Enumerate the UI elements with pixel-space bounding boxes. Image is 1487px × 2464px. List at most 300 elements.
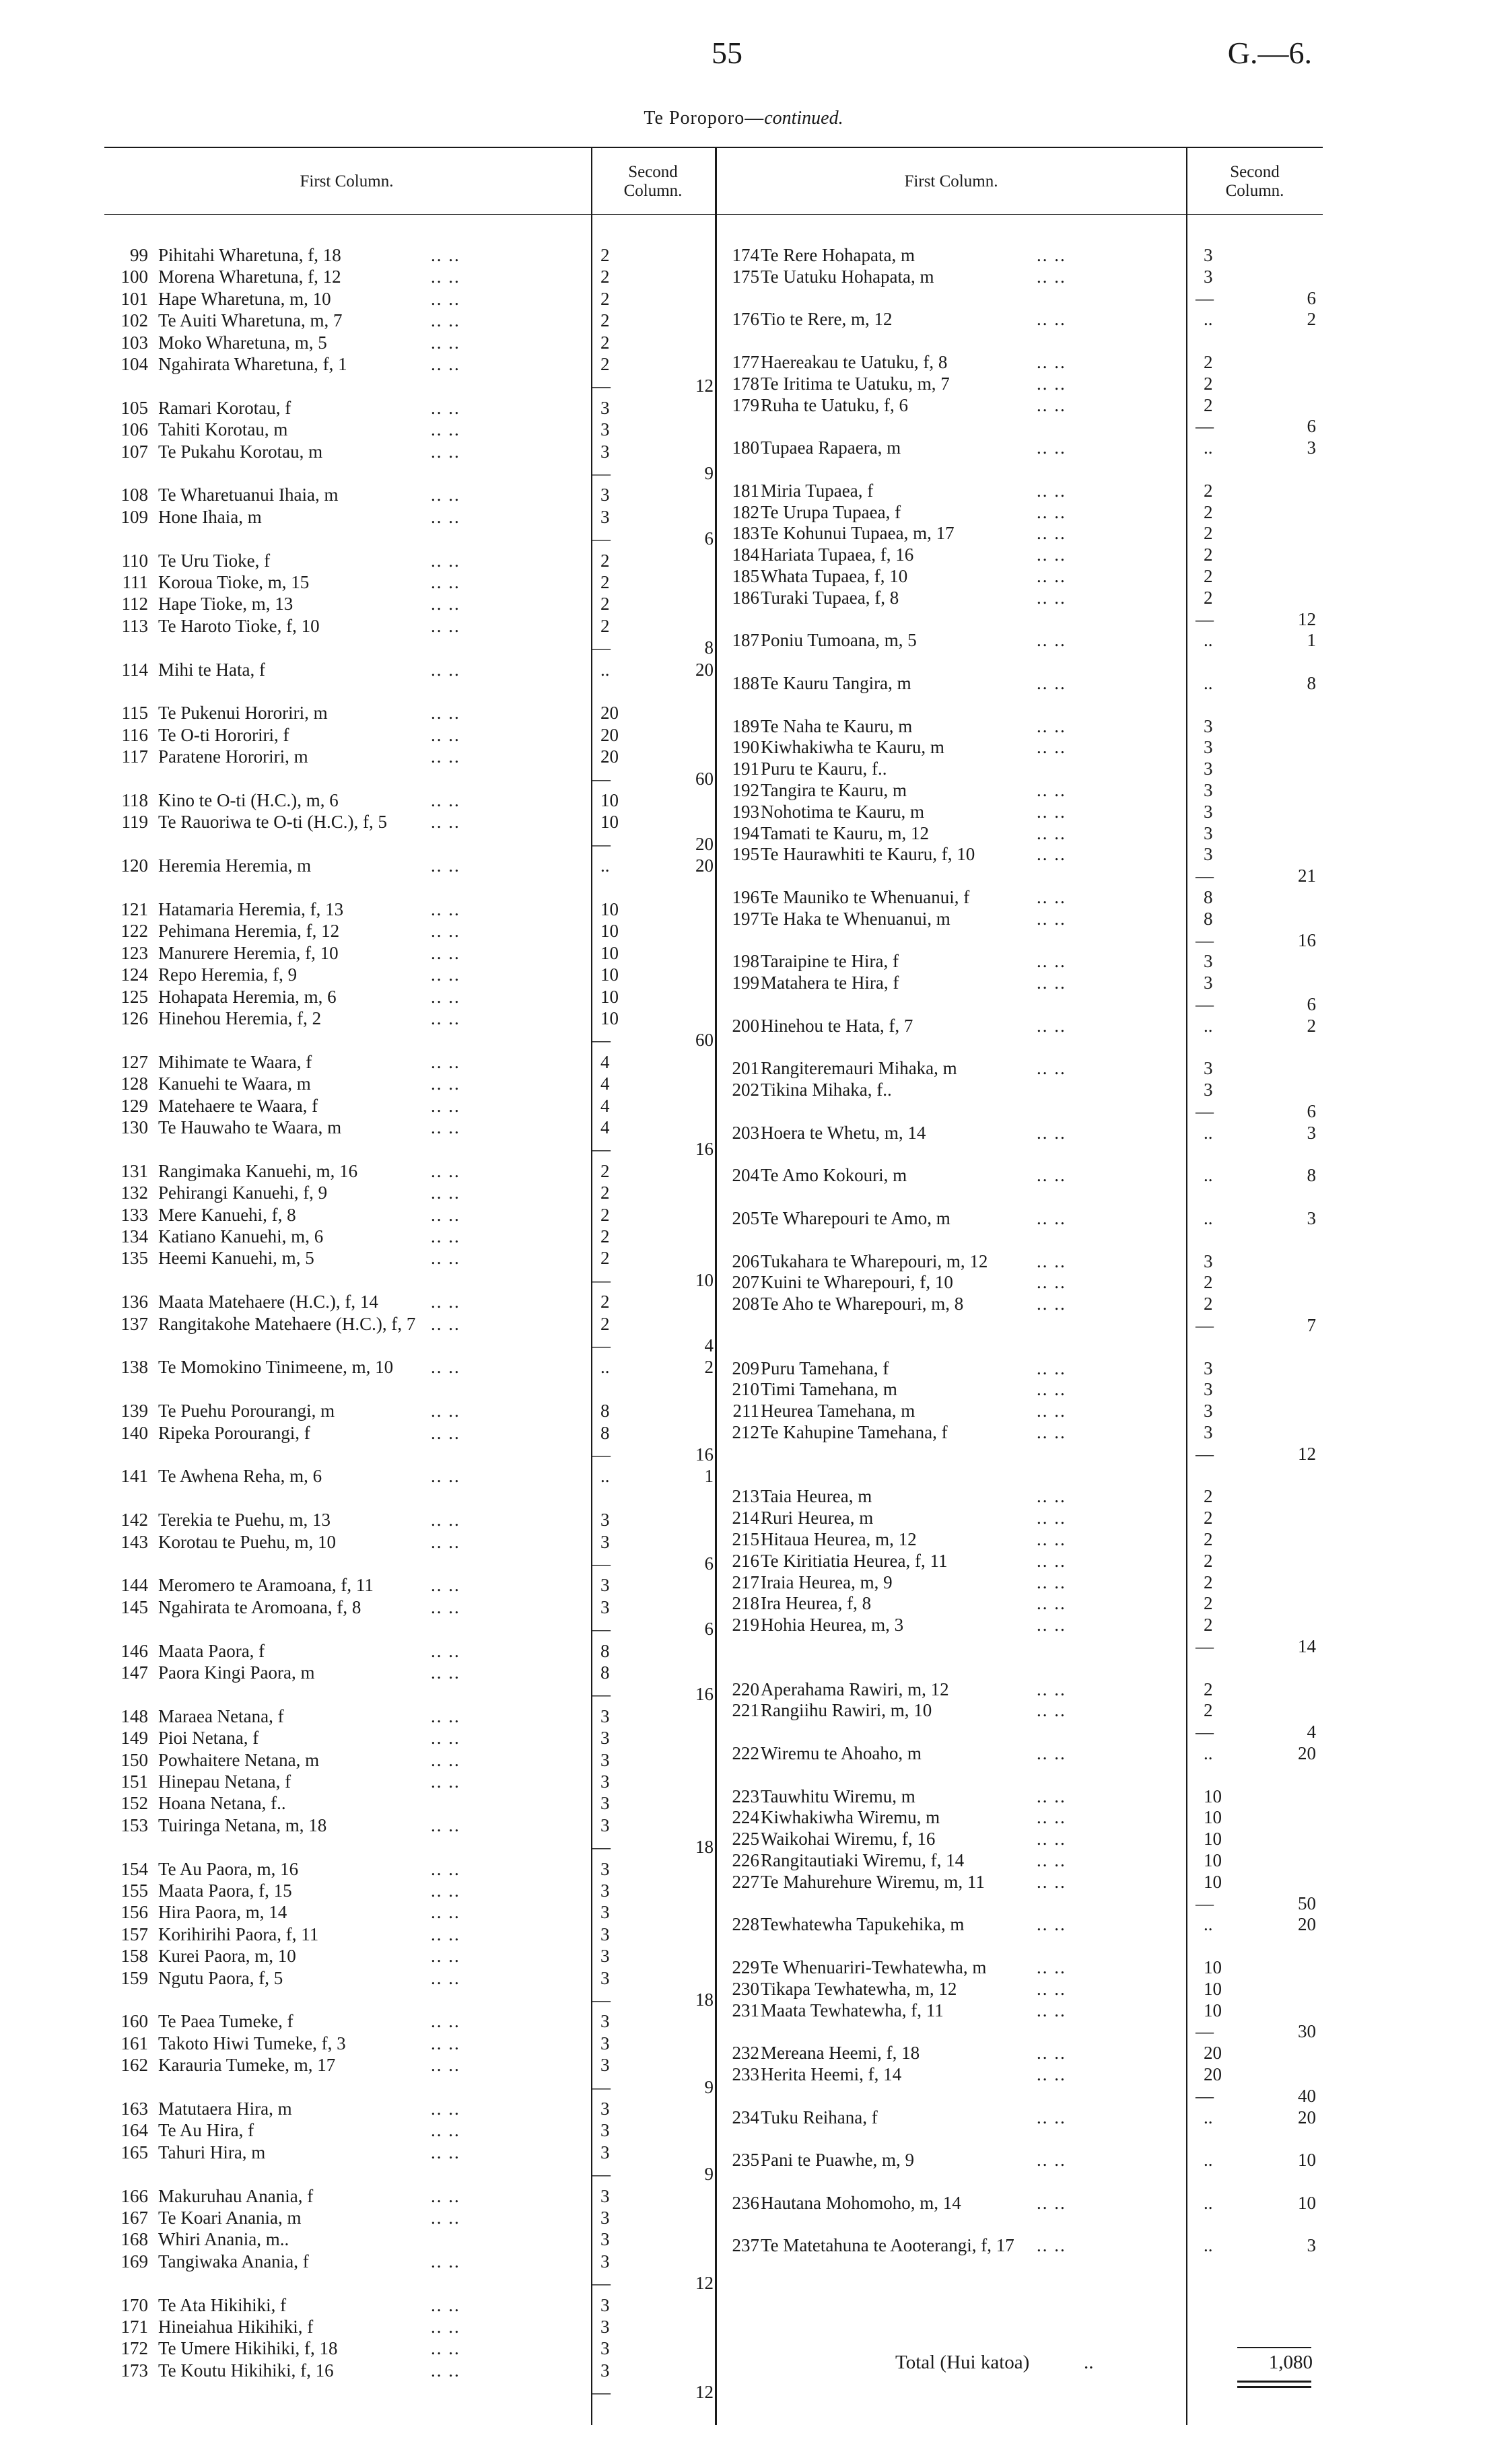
group-subtotal: 10: [1298, 2150, 1316, 2171]
second-column-share: 3: [600, 2229, 610, 2250]
entry-name: Te Haka te Whenuanui, m: [761, 908, 950, 929]
entry-name: Terekia te Puehu, m, 13: [158, 1510, 331, 1530]
entry-number: 120: [120, 855, 148, 876]
entry-name: Hohapata Heremia, m, 6: [158, 986, 337, 1007]
second-column-share: 2: [600, 354, 610, 374]
entry-name: Te Pukenui Hororiri, m: [158, 703, 328, 724]
entry-number: 114: [121, 659, 148, 680]
entry-number: 181: [732, 480, 759, 501]
subtotal-dash: —: [592, 1444, 611, 1465]
dot-leader: .. ..: [431, 921, 460, 942]
dot-leader: .. ..: [1037, 1251, 1066, 1271]
dot-leader: .. ..: [1037, 523, 1066, 544]
entry-number: 233: [732, 2064, 759, 2084]
dot-leader: .. ..: [1037, 1508, 1066, 1528]
second-column-share: 8: [1204, 887, 1213, 907]
dot-leader: .. ..: [431, 1183, 460, 1203]
group-subtotal: 21: [1298, 866, 1316, 886]
dot-leader: .. ..: [431, 1401, 460, 1421]
entry-name: Matutaera Hira, m: [158, 2099, 292, 2119]
entry-number: 211: [732, 1401, 759, 1421]
entry-number: 193: [732, 801, 759, 822]
dot-leader: .. ..: [431, 2360, 460, 2381]
subtotal-dash: —: [592, 463, 611, 483]
second-column-share: 3: [1204, 245, 1213, 265]
dot-leader: .. ..: [431, 267, 460, 287]
second-column-share: 4: [600, 1117, 610, 1137]
entry-name: Katiano Kanuehi, m, 6: [158, 1226, 324, 1246]
divider-right-second: [1186, 147, 1187, 2425]
dot-leader: .. ..: [431, 332, 460, 353]
entry-name: Te Ata Hikihiki, f: [158, 2294, 287, 2315]
second-column-share: ..: [1204, 1743, 1213, 1763]
second-column-share: 3: [1204, 1379, 1213, 1400]
second-column-share: 10: [1204, 1871, 1222, 1892]
entry-number: 143: [120, 1531, 148, 1552]
second-column-share: 10: [600, 921, 619, 942]
second-column-share: 10: [1204, 1786, 1222, 1806]
dot-leader: .. ..: [1037, 844, 1066, 865]
dot-leader: .. ..: [1037, 887, 1066, 907]
entry-number: 229: [732, 1957, 759, 1977]
document-code: G.—6.: [1227, 36, 1312, 70]
col-header-second-left: Second Column.: [623, 163, 683, 200]
second-column-share: 20: [1204, 2043, 1222, 2064]
second-column-share: 20: [600, 703, 619, 724]
entry-name: Maata Paora, f, 15: [158, 1880, 292, 1901]
second-column-share: 3: [1204, 780, 1213, 800]
second-column-share: 2: [1204, 352, 1213, 372]
dot-leader: .. ..: [431, 1924, 460, 1944]
entry-number: 169: [120, 2251, 148, 2272]
second-column-share: ..: [600, 1466, 610, 1487]
entry-name: Tewhatewha Tapukehika, m: [761, 1914, 965, 1935]
subtotal-dash: —: [592, 1030, 611, 1051]
second-column-share: 2: [1204, 544, 1213, 565]
entry-name: Mihi te Hata, f: [158, 659, 265, 680]
dot-leader: .. ..: [1037, 780, 1066, 800]
entry-name: Timi Tamehana, m: [761, 1379, 897, 1400]
entry-number: 100: [120, 267, 148, 287]
dot-leader: .. ..: [431, 1640, 460, 1661]
entry-number: 149: [120, 1728, 148, 1749]
entry-name: Hoera te Whetu, m, 14: [761, 1122, 926, 1143]
entry-name: Turaki Tupaea, f, 8: [761, 587, 899, 608]
subtotal-dash: —: [1196, 287, 1214, 308]
dot-leader: .. ..: [1037, 566, 1066, 586]
dot-leader: .. ..: [431, 1575, 460, 1596]
dot-leader: .. ..: [431, 1313, 460, 1334]
entry-number: 185: [732, 566, 759, 586]
group-subtotal: 6: [1307, 287, 1316, 308]
entry-name: Tahiti Korotau, m: [158, 419, 288, 440]
dot-leader: .. ..: [431, 2251, 460, 2272]
entry-name: Wiremu te Ahoaho, m: [761, 1743, 922, 1763]
second-column-share: 3: [600, 1793, 610, 1814]
second-column-share: 2: [1204, 1572, 1213, 1592]
dot-leader: .. ..: [431, 1705, 460, 1726]
second-column-share: 3: [600, 2251, 610, 2272]
entry-name: Ngahirata te Aromoana, f, 8: [158, 1596, 361, 1617]
subtotal-dash: —: [592, 1553, 611, 1574]
second-column-share: 3: [600, 1967, 610, 1988]
second-column-share: 10: [600, 1008, 619, 1028]
entry-number: 210: [732, 1379, 759, 1400]
entry-name: Te Kohunui Tupaea, m, 17: [761, 523, 955, 544]
dot-leader: .. ..: [431, 790, 460, 810]
second-column-share: ..: [1204, 1015, 1213, 1036]
dot-leader: .. ..: [431, 419, 460, 440]
dot-leader: .. ..: [431, 724, 460, 745]
dot-leader: .. ..: [431, 1204, 460, 1225]
dot-leader: .. ..: [1037, 822, 1066, 843]
entry-name: Te Haroto Tioke, f, 10: [158, 615, 320, 636]
entry-name: Meromero te Aramoana, f, 11: [158, 1575, 374, 1596]
group-subtotal: 3: [1307, 1208, 1316, 1228]
dot-leader: .. ..: [431, 245, 460, 265]
entry-name: Heurea Tamehana, m: [761, 1401, 915, 1421]
second-column-share: ..: [1204, 673, 1213, 693]
entry-number: 134: [120, 1226, 148, 1246]
entry-number: 105: [120, 397, 148, 418]
entry-number: 130: [120, 1117, 148, 1137]
entry-number: 204: [732, 1165, 759, 1186]
entry-number: 235: [732, 2150, 759, 2171]
dot-leader: .. ..: [1037, 1957, 1066, 1977]
entry-name: Puru te Kauru, f..: [761, 759, 887, 779]
entry-name: Korihirihi Paora, f, 11: [158, 1924, 319, 1944]
second-column-share: 2: [600, 572, 610, 592]
entry-number: 164: [120, 2120, 148, 2141]
second-column-share: 3: [600, 1728, 610, 1749]
second-column-share: 10: [1204, 1978, 1222, 1999]
dot-leader: .. ..: [1037, 1850, 1066, 1870]
entry-number: 117: [121, 746, 148, 767]
dot-leader: .. ..: [1037, 373, 1066, 394]
second-column-share: 3: [1204, 1251, 1213, 1271]
entry-name: Te Aho te Wharepouri, m, 8: [761, 1294, 964, 1314]
group-subtotal: 1: [1307, 630, 1316, 651]
entry-name: Mere Kanuehi, f, 8: [158, 1204, 296, 1225]
entry-name: Maata Matehaere (H.C.), f, 14: [158, 1292, 378, 1312]
subtotal-dash: —: [1196, 1315, 1214, 1335]
dot-leader: .. ..: [431, 1422, 460, 1443]
second-column-share: 2: [1204, 1294, 1213, 1314]
second-column-share: 2: [1204, 480, 1213, 501]
second-column-share: 10: [1204, 2000, 1222, 2020]
group-subtotal: 4: [704, 1335, 714, 1356]
entry-name: Te Umere Hikihiki, f, 18: [158, 2338, 338, 2359]
entry-number: 215: [732, 1529, 759, 1549]
group-subtotal: 9: [704, 463, 714, 483]
entry-number: 101: [120, 288, 148, 309]
entry-number: 165: [120, 2142, 148, 2162]
group-subtotal: 6: [704, 1553, 714, 1574]
entry-number: 236: [732, 2192, 759, 2213]
entry-number: 142: [120, 1510, 148, 1530]
second-column-share: 3: [1204, 844, 1213, 865]
second-column-share: 2: [600, 1226, 610, 1246]
entry-number: 135: [120, 1248, 148, 1269]
dot-leader: .. ..: [431, 1749, 460, 1770]
entry-number: 127: [120, 1051, 148, 1072]
group-subtotal: 60: [695, 1030, 714, 1051]
entry-name: Nohotima te Kauru, m: [761, 801, 924, 822]
entry-name: Rangimaka Kanuehi, m, 16: [158, 1160, 358, 1181]
dot-leader: .. ..: [431, 594, 460, 614]
dot-leader: .. ..: [1037, 352, 1066, 372]
second-column-share: 3: [600, 2142, 610, 2162]
entry-number: 110: [121, 550, 148, 571]
entry-number: 195: [732, 844, 759, 865]
entry-name: Te Wharepouri te Amo, m: [761, 1208, 950, 1228]
entry-name: Te Mahurehure Wiremu, m, 11: [761, 1871, 985, 1892]
entry-name: Tuiringa Netana, m, 18: [158, 1815, 327, 1835]
entry-name: Te Pukahu Korotau, m: [158, 441, 323, 462]
dot-leader: .. ..: [1037, 801, 1066, 822]
dot-leader: .. ..: [431, 1248, 460, 1269]
entry-number: 116: [121, 724, 148, 745]
subtotal-dash: —: [1196, 1443, 1214, 1464]
entry-name: Korotau te Puehu, m, 10: [158, 1531, 336, 1552]
entry-name: Whiri Anania, m..: [158, 2229, 289, 2250]
entry-name: Hautana Mohomoho, m, 14: [761, 2192, 961, 2213]
entry-number: 163: [120, 2099, 148, 2119]
entry-name: Maraea Netana, f: [158, 1705, 284, 1726]
second-column-share: 3: [1204, 801, 1213, 822]
dot-leader: .. ..: [431, 812, 460, 833]
entry-number: 190: [732, 737, 759, 758]
entry-number: 129: [120, 1095, 148, 1116]
second-column-share: 2: [1204, 1508, 1213, 1528]
group-subtotal: 9: [704, 2076, 714, 2097]
dot-leader: .. ..: [431, 2142, 460, 2162]
second-column-share: 3: [600, 506, 610, 527]
entry-name: Makuruhau Anania, f: [158, 2185, 314, 2206]
group-subtotal: 3: [1307, 2235, 1316, 2256]
entry-name: Hone Ihaia, m: [158, 506, 262, 527]
entry-number: 132: [120, 1183, 148, 1203]
dot-leader: .. ..: [431, 1051, 460, 1072]
entry-number: 157: [120, 1924, 148, 1944]
group-subtotal: 18: [695, 1990, 714, 2010]
group-subtotal: 2: [1307, 1015, 1316, 1036]
second-column-share: 8: [600, 1662, 610, 1683]
entry-name: Te Mauniko te Whenuanui, f: [761, 887, 970, 907]
entry-name: Morena Wharetuna, f, 12: [158, 267, 341, 287]
entry-number: 205: [732, 1208, 759, 1228]
entry-name: Te Kauru Tangira, m: [761, 673, 911, 693]
dot-leader: .. ..: [431, 397, 460, 418]
entry-name: Kiwhakiwha te Kauru, m: [761, 737, 944, 758]
dot-leader: .. ..: [1037, 1422, 1066, 1442]
dot-leader: .. ..: [1037, 1807, 1066, 1828]
entry-name: Te O-ti Hororiri, f: [158, 724, 289, 745]
entry-number: 156: [120, 1902, 148, 1923]
second-column-share: ..: [1204, 309, 1213, 330]
entry-name: Tikina Mihaka, f..: [761, 1080, 892, 1100]
dot-leader: .. ..: [431, 1073, 460, 1094]
subtotal-dash: —: [1196, 866, 1214, 886]
entry-name: Pehimana Heremia, f, 12: [158, 921, 340, 942]
dot-leader: .. ..: [431, 1008, 460, 1028]
dot-leader: .. ..: [1037, 1358, 1066, 1378]
col-header-first-left: First Column.: [300, 172, 394, 190]
second-column-share: 3: [600, 485, 610, 505]
second-column-share: 2: [1204, 523, 1213, 544]
dot-leader: .. ..: [1037, 2000, 1066, 2020]
dot-leader: .. ..: [1037, 1786, 1066, 1806]
entry-name: Matahera te Hira, f: [761, 973, 899, 993]
entry-name: Ruri Heurea, m: [761, 1508, 874, 1528]
entry-name: Rangitautiaki Wiremu, f, 14: [761, 1850, 965, 1870]
subtotal-dash: —: [1196, 608, 1214, 629]
entry-name: Te Amo Kokouri, m: [761, 1165, 907, 1186]
entry-number: 174: [732, 245, 759, 265]
second-column-share: 2: [600, 1204, 610, 1225]
second-column-share: ..: [1204, 437, 1213, 458]
group-subtotal: 12: [1298, 1443, 1316, 1464]
entry-number: 160: [120, 2011, 148, 2032]
second-column-share: ..: [1204, 1122, 1213, 1143]
dot-leader: .. ..: [431, 1226, 460, 1246]
entry-number: 161: [120, 2033, 148, 2053]
dot-leader: .. ..: [431, 1095, 460, 1116]
entry-number: 176: [732, 309, 759, 330]
dot-leader: .. ..: [1037, 2064, 1066, 2084]
second-column-share: ..: [1204, 630, 1213, 651]
second-column-share: 10: [1204, 1850, 1222, 1870]
dot-leader: .. ..: [1037, 1679, 1066, 1699]
dot-leader: .. ..: [1037, 1978, 1066, 1999]
entry-number: 124: [120, 964, 148, 985]
second-column-share: 2: [600, 267, 610, 287]
entry-number: 177: [732, 352, 759, 372]
entry-number: 151: [120, 1771, 148, 1792]
dot-leader: .. ..: [1037, 480, 1066, 501]
dot-leader: .. ..: [1037, 1700, 1066, 1721]
entry-number: 147: [120, 1662, 148, 1683]
dot-leader: .. ..: [1037, 951, 1066, 972]
entry-name: Mihimate te Waara, f: [158, 1051, 312, 1072]
entry-number: 139: [120, 1401, 148, 1421]
total-leader: ..: [1084, 2352, 1094, 2373]
entry-name: Te Wharetuanui Ihaia, m: [158, 485, 339, 505]
entry-number: 203: [732, 1122, 759, 1143]
entry-number: 197: [732, 908, 759, 929]
subtotal-dash: —: [592, 833, 611, 854]
entry-number: 111: [122, 572, 148, 592]
entry-number: 225: [732, 1829, 759, 1850]
subtotal-dash: —: [592, 1619, 611, 1640]
dot-leader: .. ..: [1037, 1015, 1066, 1036]
subtotal-dash: —: [1196, 1101, 1214, 1121]
second-column-share: 3: [600, 2294, 610, 2315]
entry-number: 213: [732, 1486, 759, 1507]
second-column-share: 2: [1204, 1679, 1213, 1699]
entry-name: Hoana Netana, f..: [158, 1793, 286, 1814]
header-bottom-rule: [104, 214, 1323, 215]
entry-number: 180: [732, 437, 759, 458]
entry-number: 183: [732, 523, 759, 544]
dot-leader: .. ..: [1037, 587, 1066, 608]
entry-number: 107: [120, 441, 148, 462]
entry-number: 196: [732, 887, 759, 907]
dot-leader: .. ..: [431, 572, 460, 592]
entry-name: Heremia Heremia, m: [158, 855, 312, 876]
dot-leader: .. ..: [1037, 437, 1066, 458]
dot-leader: .. ..: [431, 659, 460, 680]
dot-leader: .. ..: [1037, 1529, 1066, 1549]
entry-name: Hitaua Heurea, m, 12: [761, 1529, 917, 1549]
second-column-share: 3: [1204, 266, 1213, 287]
entry-name: Te Koutu Hikihiki, f, 16: [158, 2360, 334, 2381]
second-column-share: 3: [600, 2055, 610, 2076]
group-subtotal: 40: [1298, 2085, 1316, 2106]
second-column-share: 3: [600, 419, 610, 440]
second-column-share: 3: [1204, 822, 1213, 843]
dot-leader: .. ..: [431, 506, 460, 527]
entry-number: 217: [732, 1572, 759, 1592]
second-column-share: 2: [600, 594, 610, 614]
subtotal-dash: —: [1196, 929, 1214, 950]
dot-leader: .. ..: [1037, 1743, 1066, 1763]
entry-number: 162: [120, 2055, 148, 2076]
entry-name: Te Hauwaho te Waara, m: [158, 1117, 342, 1137]
second-column-share: 8: [1204, 908, 1213, 929]
dot-leader: .. ..: [1037, 1550, 1066, 1571]
entry-number: 112: [121, 594, 148, 614]
group-subtotal: 16: [695, 1444, 714, 1465]
entry-name: Te Kiritiatia Heurea, f, 11: [761, 1550, 948, 1571]
second-column-share: 3: [600, 1705, 610, 1726]
entry-name: Poniu Tumoana, m, 5: [761, 630, 917, 651]
entry-name: Taia Heurea, m: [761, 1486, 872, 1507]
dot-leader: .. ..: [1037, 544, 1066, 565]
entry-name: Hape Tioke, m, 13: [158, 594, 293, 614]
entry-name: Hohia Heurea, m, 3: [761, 1615, 904, 1635]
entry-number: 172: [120, 2338, 148, 2359]
second-column-share: 10: [600, 964, 619, 985]
second-column-share: ..: [1204, 1914, 1213, 1935]
entry-name: Te Urupa Tupaea, f: [761, 501, 901, 522]
dot-leader: .. ..: [1037, 1615, 1066, 1635]
group-subtotal: 10: [1298, 2192, 1316, 2213]
entry-number: 108: [120, 485, 148, 505]
entry-name: Paratene Hororiri, m: [158, 746, 308, 767]
entry-name: Tahuri Hira, m: [158, 2142, 266, 2162]
second-column-share: 3: [600, 1880, 610, 1901]
dot-leader: .. ..: [431, 964, 460, 985]
dot-leader: .. ..: [431, 703, 460, 724]
dot-leader: .. ..: [431, 2294, 460, 2315]
dot-leader: .. ..: [431, 899, 460, 919]
group-subtotal: 8: [1307, 1165, 1316, 1186]
dot-leader: .. ..: [431, 441, 460, 462]
entry-number: 167: [120, 2208, 148, 2228]
subtotal-dash: —: [1196, 1893, 1214, 1913]
dot-leader: .. ..: [431, 942, 460, 963]
second-column-share: 2: [600, 1292, 610, 1312]
second-column-share: ..: [1204, 2192, 1213, 2213]
entry-name: Kurei Paora, m, 10: [158, 1946, 296, 1967]
entry-name: Te Iritima te Uatuku, m, 7: [761, 373, 950, 394]
entry-number: 219: [732, 1615, 759, 1635]
entry-name: Pihitahi Wharetuna, f, 18: [158, 245, 341, 265]
group-subtotal: 20: [695, 659, 714, 680]
entry-name: Ngutu Paora, f, 5: [158, 1967, 283, 1988]
entry-number: 179: [732, 394, 759, 415]
